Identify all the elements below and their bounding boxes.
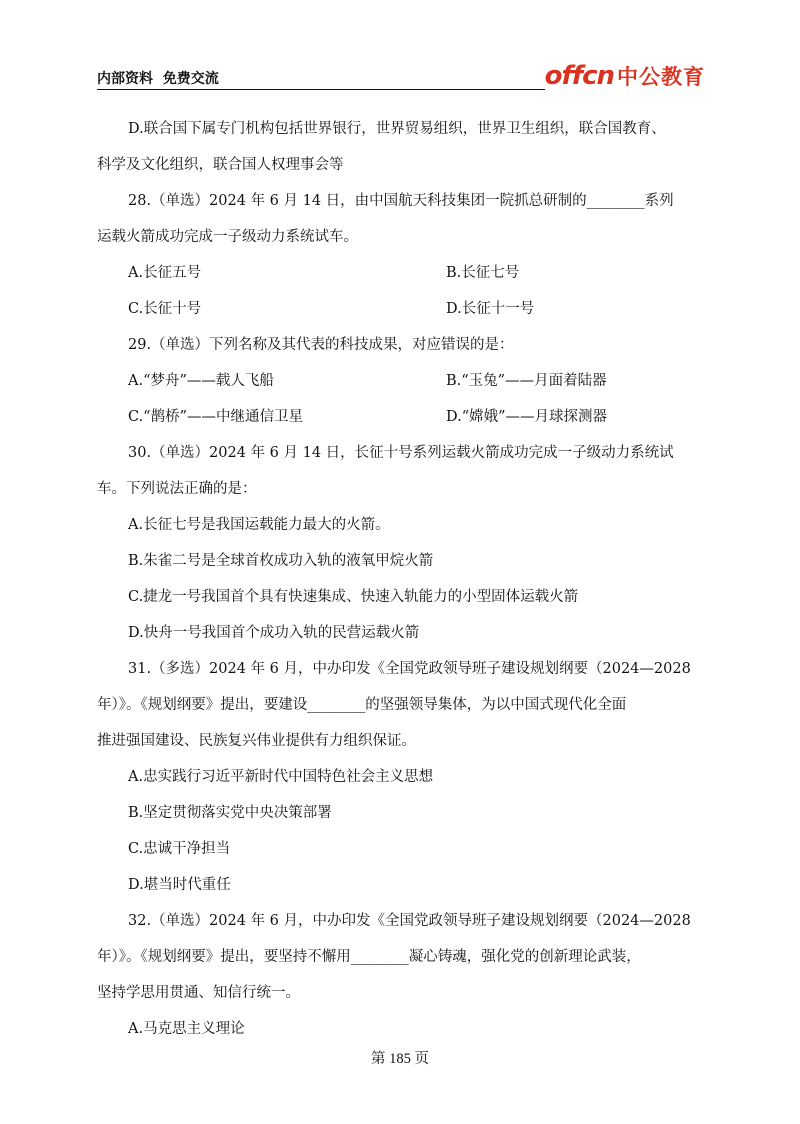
q32-stem-line3: 坚持学思用贯通、知信行统一。 bbox=[97, 985, 300, 1001]
q28-stem-line2: 运载火箭成功完成一子级动力系统试车。 bbox=[97, 229, 358, 245]
q31-option-d: D.堪当时代重任 bbox=[128, 877, 231, 893]
q29-option-a: A.“梦舟”——载人飞船 bbox=[128, 373, 274, 389]
q28-option-a: A.长征五号 bbox=[128, 265, 202, 281]
q31-stem-line3: 推进强国建设、民族复兴伟业提供有力组织保证。 bbox=[97, 733, 416, 749]
offcn-logo bbox=[545, 60, 705, 90]
q31-option-c: C.忠诚干净担当 bbox=[128, 841, 231, 857]
q28-stem-line1: 28.（单选）2024 年 6 月 14 日，由中国航天科技集团一院抓总研制的________系列 bbox=[128, 193, 674, 209]
q32-stem-line1: 32.（单选）2024 年 6 月，中办印发《全国党政领导班子建设规划纲要（2024—2028 bbox=[128, 913, 691, 929]
q32-option-a: A.马克思主义理论 bbox=[128, 1021, 245, 1037]
q31-stem-line1: 31.（多选）2024 年 6 月，中办印发《全国党政领导班子建设规划纲要（2024—2028 bbox=[128, 661, 691, 677]
q29-option-c: C.“鹊桥”——中继通信卫星 bbox=[128, 409, 304, 425]
q29-option-d: D.“嫦娥”——月球探测器 bbox=[446, 409, 608, 425]
header-rule bbox=[97, 89, 545, 90]
q28-option-d: D.长征十一号 bbox=[446, 301, 535, 317]
q27-option-d-line1: D.联合国下属专门机构包括世界银行，世界贸易组织，世界卫生组织，联合国教育、 bbox=[128, 121, 666, 137]
q29-option-b: B.“玉兔”——月面着陆器 bbox=[446, 373, 607, 389]
q28-option-b: B.长征七号 bbox=[446, 265, 520, 281]
q31-option-a: A.忠实践行习近平新时代中国特色社会主义思想 bbox=[128, 769, 434, 785]
q27-option-d-line2: 科学及文化组织，联合国人权理事会等 bbox=[97, 157, 344, 173]
q30-option-d: D.快舟一号我国首个成功入轨的民营运载火箭 bbox=[128, 625, 420, 641]
q30-option-b: B.朱雀二号是全球首枚成功入轨的液氧甲烷火箭 bbox=[128, 553, 434, 569]
q32-stem-line2: 年）》。《规划纲要》提出，要坚持不懈用________凝心铸魂，强化党的创新理论武装， bbox=[97, 949, 641, 965]
q31-option-b: B.坚定贯彻落实党中央决策部署 bbox=[128, 805, 332, 821]
q31-stem-line2: 年）》。《规划纲要》提出，要建设________的坚强领导集体，为以中国式现代化全面 bbox=[97, 697, 627, 713]
q29-stem: 29.（单选）下列名称及其代表的科技成果，对应错误的是： bbox=[128, 337, 514, 353]
logo-cn: 中公教育 bbox=[617, 65, 705, 89]
q30-stem-line1: 30.（单选）2024 年 6 月 14 日，长征十号系列运载火箭成功完成一子级动力系统试 bbox=[128, 445, 674, 461]
q30-stem-line2: 车。下列说法正确的是： bbox=[97, 481, 257, 497]
page-number: 第 185 页 bbox=[371, 1051, 429, 1067]
q28-option-c: C.长征十号 bbox=[128, 301, 202, 317]
page-header bbox=[97, 62, 705, 92]
q30-option-a: A.长征七号是我国运载能力最大的火箭。 bbox=[128, 517, 390, 533]
q30-option-c: C.捷龙一号我国首个具有快速集成、快速入轨能力的小型固体运载火箭 bbox=[128, 589, 579, 605]
header-label: 内部资料 免费交流 bbox=[97, 71, 219, 87]
logo-latin: offcn bbox=[544, 61, 614, 91]
